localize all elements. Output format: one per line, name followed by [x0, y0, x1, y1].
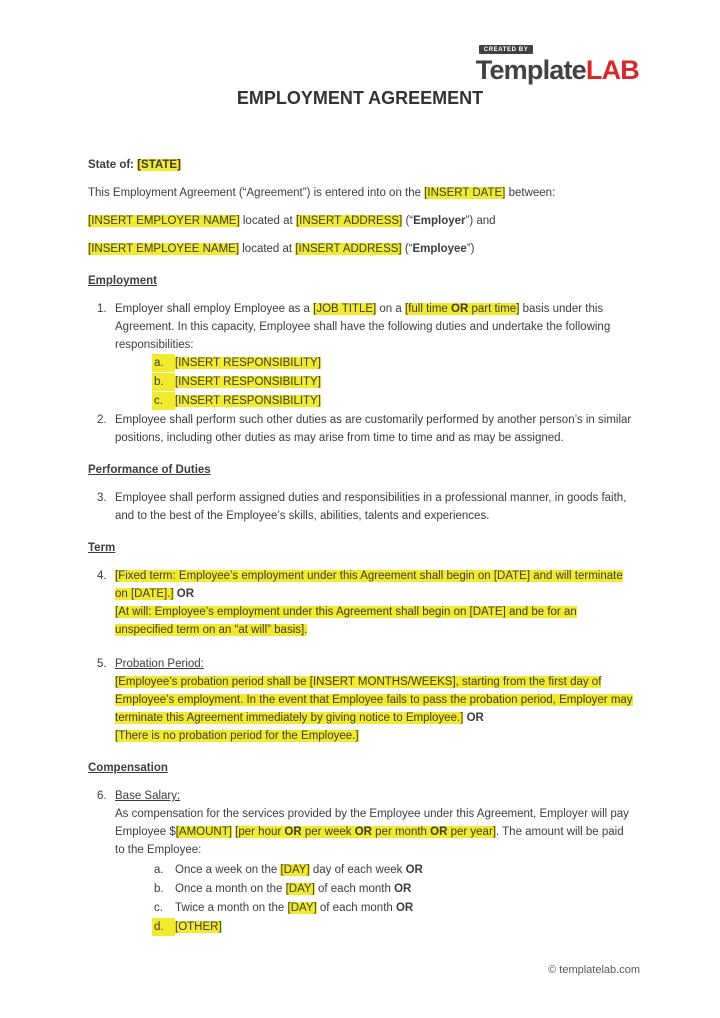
brand-wordmark: [476, 56, 639, 84]
placeholder-highlight: OR: [430, 826, 448, 838]
placeholder-highlight: [INSERT ADDRESS]: [295, 215, 403, 227]
placeholder-highlight: per week: [301, 826, 355, 838]
list-marker: 3.: [97, 492, 107, 504]
placeholder-highlight: [per hour: [235, 826, 285, 838]
list-marker: 6.: [97, 790, 107, 802]
placeholder-highlight: [DAY]: [280, 864, 310, 876]
item-5: [88, 655, 634, 745]
footer-credit: © templatelab.com: [548, 964, 640, 976]
list-item-text: Base Salary: As compensation for the services provided by the Employee under this Agreement, Employer will pay Employee $[AMOUNT] [per hour OR per week OR per month OR per year]. The amount will be paid to the Employee:: [115, 790, 629, 856]
responsibility-a: [152, 354, 634, 372]
list-marker: d.: [152, 918, 175, 936]
placeholder-highlight: [JOB TITLE]: [313, 303, 377, 315]
placeholder-highlight: per month: [371, 826, 431, 838]
placeholder-highlight: [INSERT RESPONSIBILITY]: [175, 357, 321, 369]
list-item-text: [175, 918, 222, 936]
list-marker: 1.: [97, 303, 107, 315]
placeholder-highlight: OR: [354, 826, 372, 838]
employment-heading: Employment: [88, 275, 158, 287]
item-6: [88, 787, 634, 859]
placeholder-highlight: [DAY]: [287, 902, 317, 914]
list-item-text: [175, 354, 321, 372]
placeholder-highlight: [INSERT EMPLOYEE NAME]: [88, 243, 240, 255]
placeholder-highlight: [At will: Employee’s employment under this Agreement shall begin on [DATE] and be for an unspecified term on an “at will” basis].: [115, 606, 577, 636]
placeholder-highlight: [There is no probation period for the Employee.]: [115, 730, 359, 742]
brand-template-text: Template: [475, 55, 586, 85]
brand-lab-text: LAB: [585, 55, 639, 85]
list-item-text: Employee shall perform such other duties as are customarily performed by another person’s in similar positions, including other duties as may arise from time to time and as may be assigned.: [115, 414, 632, 444]
placeholder-highlight: OR: [451, 303, 469, 315]
intro-line: This Employment Agreement (“Agreement”) is entered into on the [INSERT DATE] between:: [88, 187, 556, 199]
payment-c: [152, 899, 634, 917]
document-body: [88, 156, 634, 937]
placeholder-highlight: [Fixed term: Employee’s employment under this Agreement shall begin on [DATE] and will terminate on [DATE].]: [115, 570, 623, 600]
placeholder-highlight: [INSERT DATE]: [424, 187, 506, 199]
placeholder-highlight: [INSERT RESPONSIBILITY]: [175, 376, 321, 388]
list-marker: 2.: [97, 414, 107, 426]
list-marker: b.: [152, 373, 175, 391]
list-item-text: Twice a month on the [DAY] of each month OR: [175, 902, 414, 914]
state-line: State of: [STATE]: [88, 159, 181, 171]
list-item-text: [Fixed term: Employee’s employment under this Agreement shall begin on [DATE] and will terminate on [DATE].] OR [At will: Employee’s employment under this Agreement shall begin on [DATE] and be for an unspecified term on an “at will” basis].: [115, 570, 623, 636]
list-marker: b.: [154, 883, 164, 895]
list-marker: c.: [152, 392, 175, 410]
placeholder-highlight: [INSERT EMPLOYER NAME]: [88, 215, 240, 227]
term-heading: Term: [88, 542, 116, 554]
payment-d: [152, 918, 634, 936]
item-1: [88, 300, 634, 354]
placeholder-highlight: OR: [284, 826, 302, 838]
placeholder-highlight: [INSERT RESPONSIBILITY]: [175, 395, 321, 407]
performance-heading: Performance of Duties: [88, 464, 211, 476]
list-item-text: Employee shall perform assigned duties and responsibilities in a professional manner, in goods faith, and to the best of the Employee’s skills, abilities, talents and experiences.: [115, 492, 627, 522]
placeholder-highlight: [OTHER]: [175, 921, 222, 933]
compensation-heading: Compensation: [88, 762, 168, 774]
placeholder-highlight: [Employee’s probation period shall be [INSERT MONTHS/WEEKS], starting from the first day of Employee’s employment. In the event that Employee fails to pass the probation period, Employer may terminate this Agreement immediately by giving notice to Employee.]: [115, 676, 633, 724]
placeholder-highlight: [full time: [405, 303, 452, 315]
placeholder-highlight: [STATE]: [137, 159, 181, 171]
item-4: [88, 567, 634, 639]
list-marker: 5.: [97, 658, 107, 670]
payment-b: [152, 880, 634, 898]
list-item-text: Employer shall employ Employee as a [JOB TITLE] on a [full time OR part time] basis under this Agreement. In this capacity, Employee shall have the following duties and undertake the following responsibilities:: [115, 303, 611, 351]
item-3: [88, 489, 634, 525]
responsibility-b: [152, 373, 634, 391]
employer-line: [INSERT EMPLOYER NAME] located at [INSERT ADDRESS] (“Employer”) and: [88, 215, 496, 227]
placeholder-highlight: per year]: [447, 826, 496, 838]
created-by-badge: CREATED BY: [479, 45, 534, 54]
templatelab-logo: [476, 38, 639, 84]
responsibility-c: [152, 392, 634, 410]
list-item-text: Probation Period: [Employee’s probation period shall be [INSERT MONTHS/WEEKS], starting from the first day of Employee’s employment. In the event that Employee fails to pass the probation period, Employer may terminate this Agreement immediately by giving notice to Employee.] OR [There is no probation period for the Employee.]: [115, 658, 633, 742]
placeholder-highlight: [INSERT ADDRESS]: [295, 243, 402, 255]
list-item-text: [175, 392, 321, 410]
list-marker: 4.: [97, 570, 107, 582]
page-title: EMPLOYMENT AGREEMENT: [236, 88, 484, 108]
item-2: [88, 411, 634, 447]
list-marker: c.: [154, 902, 163, 914]
list-marker: a.: [152, 354, 175, 372]
employee-line: [INSERT EMPLOYEE NAME] located at [INSERT ADDRESS] (“Employee”): [88, 243, 475, 255]
placeholder-highlight: [DAY]: [285, 883, 315, 895]
payment-a: [152, 861, 634, 879]
list-item-text: [175, 373, 321, 391]
list-marker: a.: [154, 864, 164, 876]
list-item-text: Once a month on the [DAY] of each month OR: [175, 883, 412, 895]
list-item-text: Once a week on the [DAY] day of each week OR: [175, 864, 423, 876]
placeholder-highlight: part time]: [468, 303, 520, 315]
placeholder-highlight: [AMOUNT]: [175, 826, 232, 838]
